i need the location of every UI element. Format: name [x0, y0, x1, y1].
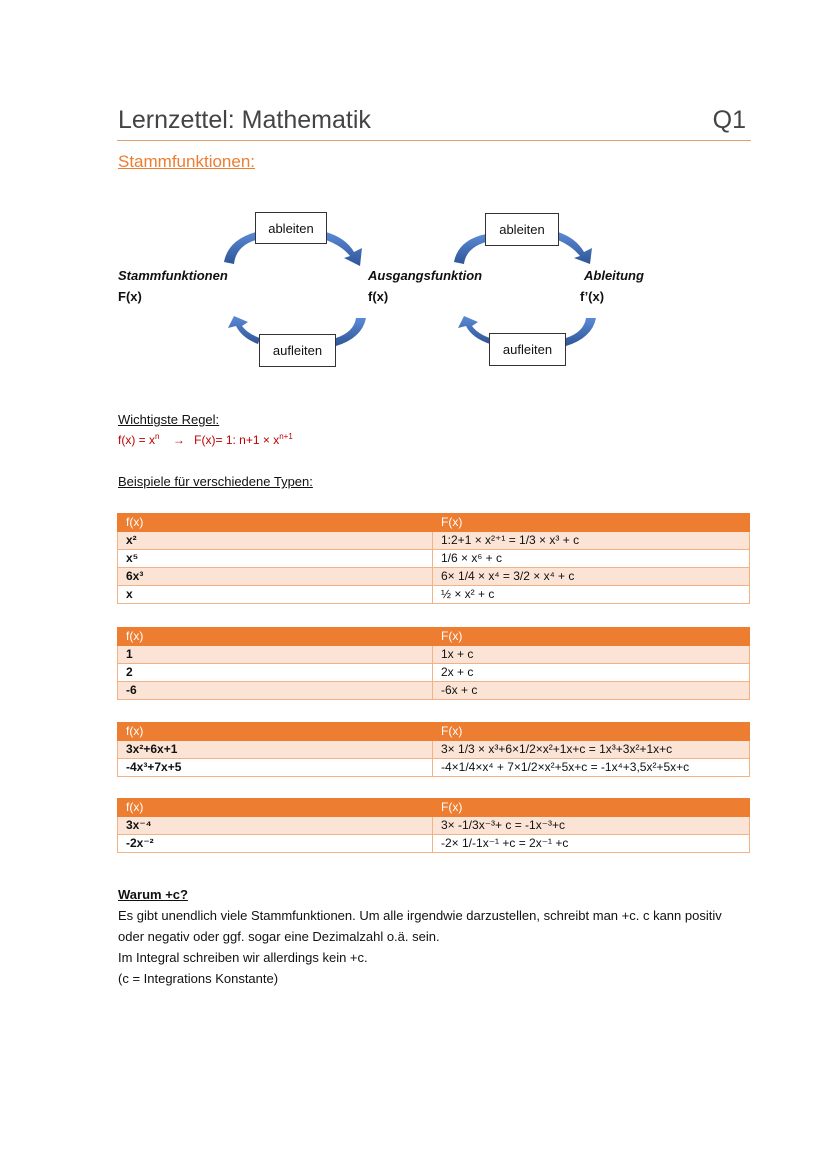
node-left-symbol: F(x) [118, 289, 142, 304]
header-cell-f: f(x) [118, 628, 433, 646]
rule-lhs: f(x) = x [118, 433, 156, 447]
table-row [118, 664, 750, 682]
cell-f: x² [118, 532, 433, 550]
arc-arrow-right-bottom-b [458, 316, 490, 344]
arc-arrow-left-bottom-b [228, 316, 260, 344]
why-text-line: oder negativ oder ggf. sogar eine Dezimalzahl o.ä. sein. [118, 929, 440, 944]
arc-arrow-right-bottom-a [566, 318, 596, 346]
cell-F: -4×1/4×x⁴ + 7×1/2×x²+5x+c = -1x⁴+3,5x²+5x+c [433, 759, 750, 777]
table-row [118, 759, 750, 777]
table-header-row [118, 628, 750, 646]
why-heading: Warum +c? [118, 887, 188, 902]
cycle-arrows [0, 0, 828, 400]
node-right-name: Ableitung [584, 268, 644, 283]
arrow-right-icon: → [172, 433, 185, 447]
table-row [118, 682, 750, 700]
node-left-name: Stammfunktionen [118, 268, 228, 283]
why-text-line: (c = Integrations Konstante) [118, 971, 279, 986]
cell-f: x [118, 586, 433, 604]
cell-F: 1:2+1 × x²⁺¹ = 1/3 × x³ + c [433, 532, 750, 550]
rule-rhs-exponent: n+1 [279, 432, 293, 441]
table-row [118, 550, 750, 568]
arc-arrow-right-top-a [454, 234, 486, 264]
rule-lhs-exponent: n [155, 432, 160, 441]
header-cell-F: F(x) [433, 799, 750, 817]
header-cell-f: f(x) [118, 799, 433, 817]
rule-rhs: F(x)= 1: n+1 × x [194, 433, 280, 447]
cell-f: 2 [118, 664, 433, 682]
header-cell-F: F(x) [433, 723, 750, 741]
cell-F: -2× 1/-1x⁻¹ +c = 2x⁻¹ +c [433, 835, 750, 853]
header-cell-F: F(x) [433, 628, 750, 646]
cell-F: 1x + c [433, 646, 750, 664]
table-row [118, 646, 750, 664]
why-text-line: Im Integral schreiben wir allerdings kein +c. [118, 950, 368, 965]
cell-f: x⁵ [118, 550, 433, 568]
node-right-symbol: f’(x) [580, 289, 605, 304]
cell-f: -6 [118, 682, 433, 700]
cell-f: 1 [118, 646, 433, 664]
cell-F: 3× 1/3 × x³+6×1/2×x²+1x+c = 1x³+3x²+1x+c [433, 741, 750, 759]
box-ableiten-left: ableiten [255, 212, 327, 244]
table-row [118, 835, 750, 853]
table-row [118, 817, 750, 835]
cell-f: 6x³ [118, 568, 433, 586]
course-code: Q1 [712, 106, 746, 134]
cell-f: -4x³+7x+5 [118, 759, 433, 777]
examples-table-powers [117, 513, 750, 604]
table-header-row [118, 723, 750, 741]
header-cell-F: F(x) [433, 514, 750, 532]
cell-f: -2x⁻² [118, 835, 433, 853]
table-row [118, 568, 750, 586]
cell-F: -6x + c [433, 682, 750, 700]
arc-arrow-left-top-b [326, 232, 362, 266]
rule-heading: Wichtigste Regel: [118, 412, 220, 427]
cell-f: 3x²+6x+1 [118, 741, 433, 759]
table-header-row [118, 514, 750, 532]
table-header-row [118, 799, 750, 817]
header-cell-f: f(x) [118, 723, 433, 741]
node-mid-name: Ausgangsfunktion [368, 268, 483, 283]
arc-arrow-right-top-b [558, 232, 592, 264]
examples-table-polynomials [117, 722, 750, 777]
examples-heading: Beispiele für verschiedene Typen: [118, 474, 313, 489]
box-aufleiten-left: aufleiten [259, 334, 336, 367]
section-title: Stammfunktionen: [118, 152, 256, 171]
table-row [118, 586, 750, 604]
arc-arrow-left-top-a [224, 232, 256, 264]
node-mid-symbol: f(x) [368, 289, 389, 304]
box-ableiten-right: ableiten [485, 213, 559, 246]
box-aufleiten-right: aufleiten [489, 333, 566, 366]
rule-formula [118, 432, 293, 447]
examples-table-constants [117, 627, 750, 700]
table-row [118, 741, 750, 759]
cell-F: 1/6 × x⁶ + c [433, 550, 750, 568]
header-cell-f: f(x) [118, 514, 433, 532]
examples-table-negative-exponents [117, 798, 750, 853]
cell-F: ½ × x² + c [433, 586, 750, 604]
cell-F: 6× 1/4 × x⁴ = 3/2 × x⁴ + c [433, 568, 750, 586]
arc-arrow-left-bottom-a [336, 318, 366, 346]
cell-F: 2x + c [433, 664, 750, 682]
table-row [118, 532, 750, 550]
page-title: Lernzettel: Mathematik [118, 106, 371, 134]
cell-F: 3× -1/3x⁻³+ c = -1x⁻³+c [433, 817, 750, 835]
cell-f: 3x⁻⁴ [118, 817, 433, 835]
why-text-line: Es gibt unendlich viele Stammfunktionen. Um alle irgendwie darzustellen, schreibt man +c. c kann positiv [118, 908, 722, 923]
